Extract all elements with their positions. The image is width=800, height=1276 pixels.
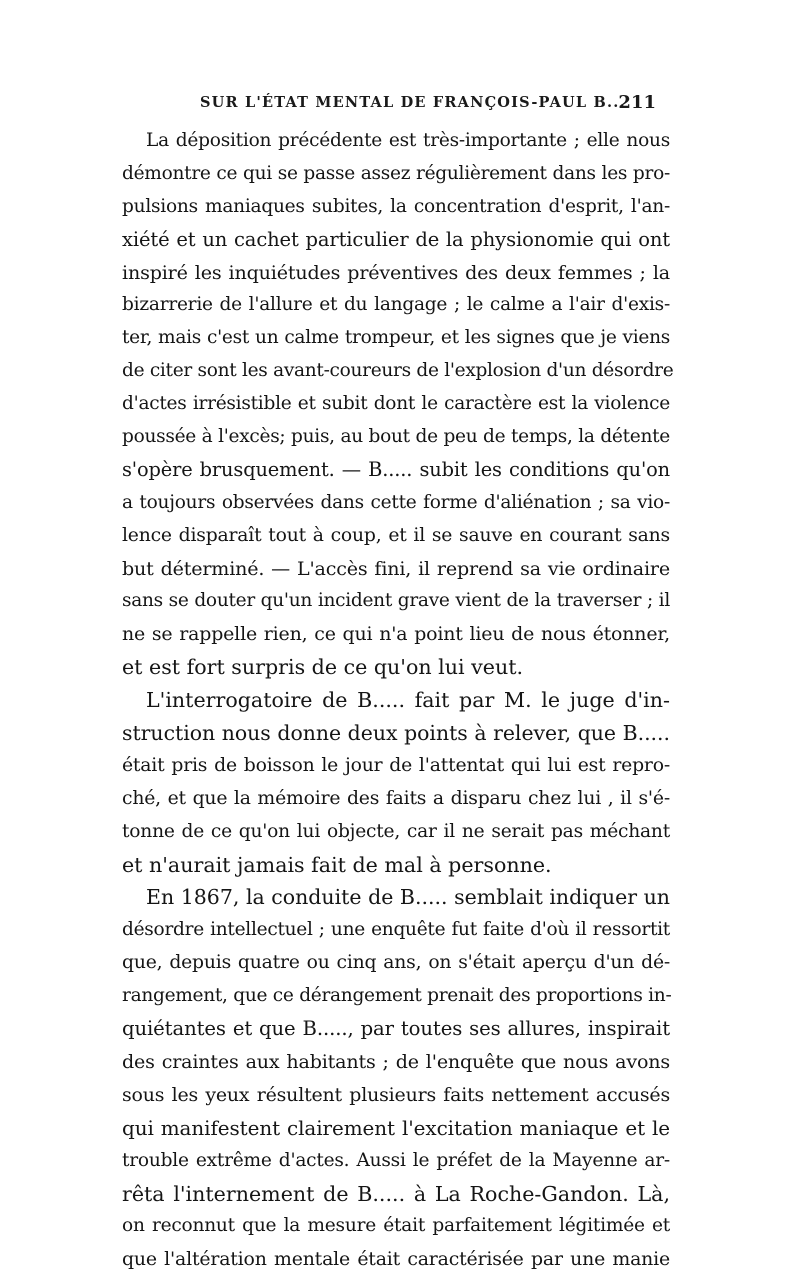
text-line: de citer sont les avant-coureurs de l'explosion d'un désordre — [122, 360, 674, 382]
text-line: a toujours observées dans cette forme d'aliénation ; sa vio- — [122, 491, 670, 513]
text-line: L'interrogatoire de B..... fait par M. le juge d'in- — [146, 688, 670, 713]
text-line: quiétantes et que B....., par toutes ses allures, inspirait — [122, 1017, 670, 1041]
text-line: poussée à l'excès; puis, au bout de peu de temps, la détente — [122, 426, 670, 448]
text-line: rêta l'internement de B..... à La Roche-Gandon. Là, — [122, 1181, 670, 1206]
text-line: En 1867, la conduite de B..... semblait indiquer un — [146, 885, 670, 910]
text-line: qui manifestent clairement l'excitation maniaque et le — [122, 1115, 670, 1140]
text-line: inspiré les inquiétudes préventives des deux femmes ; la — [122, 261, 670, 284]
text-line: lence disparaît tout à coup, et il se sauve en courant sans — [122, 524, 670, 546]
text-line: que l'altération mentale était caractérisée par une manie — [122, 1248, 670, 1271]
text-line: pulsions maniaques subites, la concentration d'esprit, l'an- — [122, 195, 670, 217]
text-line: et est fort surpris de ce qu'on lui veut. — [122, 655, 524, 680]
text-line: bizarrerie de l'allure et du langage ; le calme a l'air d'exis- — [122, 294, 670, 316]
running-title: SUR L'ÉTAT MENTAL DE FRANÇOIS-PAUL B... — [200, 94, 626, 111]
running-header — [120, 92, 660, 116]
text-line: d'actes irrésistible et subit dont le caractère est la violence — [122, 393, 670, 415]
text-line: que, depuis quatre ou cinq ans, on s'était aperçu d'un dé- — [122, 952, 670, 974]
text-line: ne se rappelle rien, ce qui n'a point lieu de nous étonner, — [122, 623, 670, 646]
text-line: trouble extrême d'actes. Aussi le préfet de la Mayenne ar- — [122, 1149, 670, 1171]
text-line: struction nous donne deux points à relever, que B..... — [122, 721, 670, 746]
text-line: tonne de ce qu'on lui objecte, car il ne serait pas méchant — [122, 820, 670, 842]
text-line: sans se douter qu'un incident grave vient de la traverser ; il — [122, 590, 670, 612]
text-line: ché, et que la mémoire des faits a disparu chez lui , il s'é- — [122, 787, 670, 809]
text-line: et n'aurait jamais fait de mal à personne. — [122, 852, 552, 877]
text-line: ter, mais c'est un calme trompeur, et les signes que je viens — [122, 327, 670, 349]
text-line: but déterminé. — L'accès fini, il reprend sa vie ordinaire — [122, 557, 670, 580]
text-line: démontre ce qui se passe assez régulièrement dans les pro- — [122, 162, 670, 184]
text-line: La déposition précédente est très-importante ; elle nous — [146, 130, 670, 151]
body-text — [122, 125, 674, 1276]
text-line: désordre intellectuel ; une enquête fut faite d'où il ressortit — [122, 919, 670, 941]
text-line: xiété et un cachet particulier de la physionomie qui ont — [122, 227, 670, 251]
text-line: sous les yeux résultent plusieurs faits nettement accusés — [122, 1083, 670, 1106]
text-line: s'opère brusquement. — B..... subit les conditions qu'on — [122, 457, 670, 481]
page-number: 211 — [618, 92, 656, 113]
text-line: on reconnut que la mesure était parfaitement légitimée et — [122, 1215, 670, 1237]
text-line: des craintes aux habitants ; de l'enquête que nous avons — [122, 1050, 670, 1073]
text-line: rangement, que ce dérangement prenait des proportions in- — [122, 985, 672, 1007]
text-line: était pris de boisson le jour de l'attentat qui lui est repro- — [122, 754, 670, 776]
